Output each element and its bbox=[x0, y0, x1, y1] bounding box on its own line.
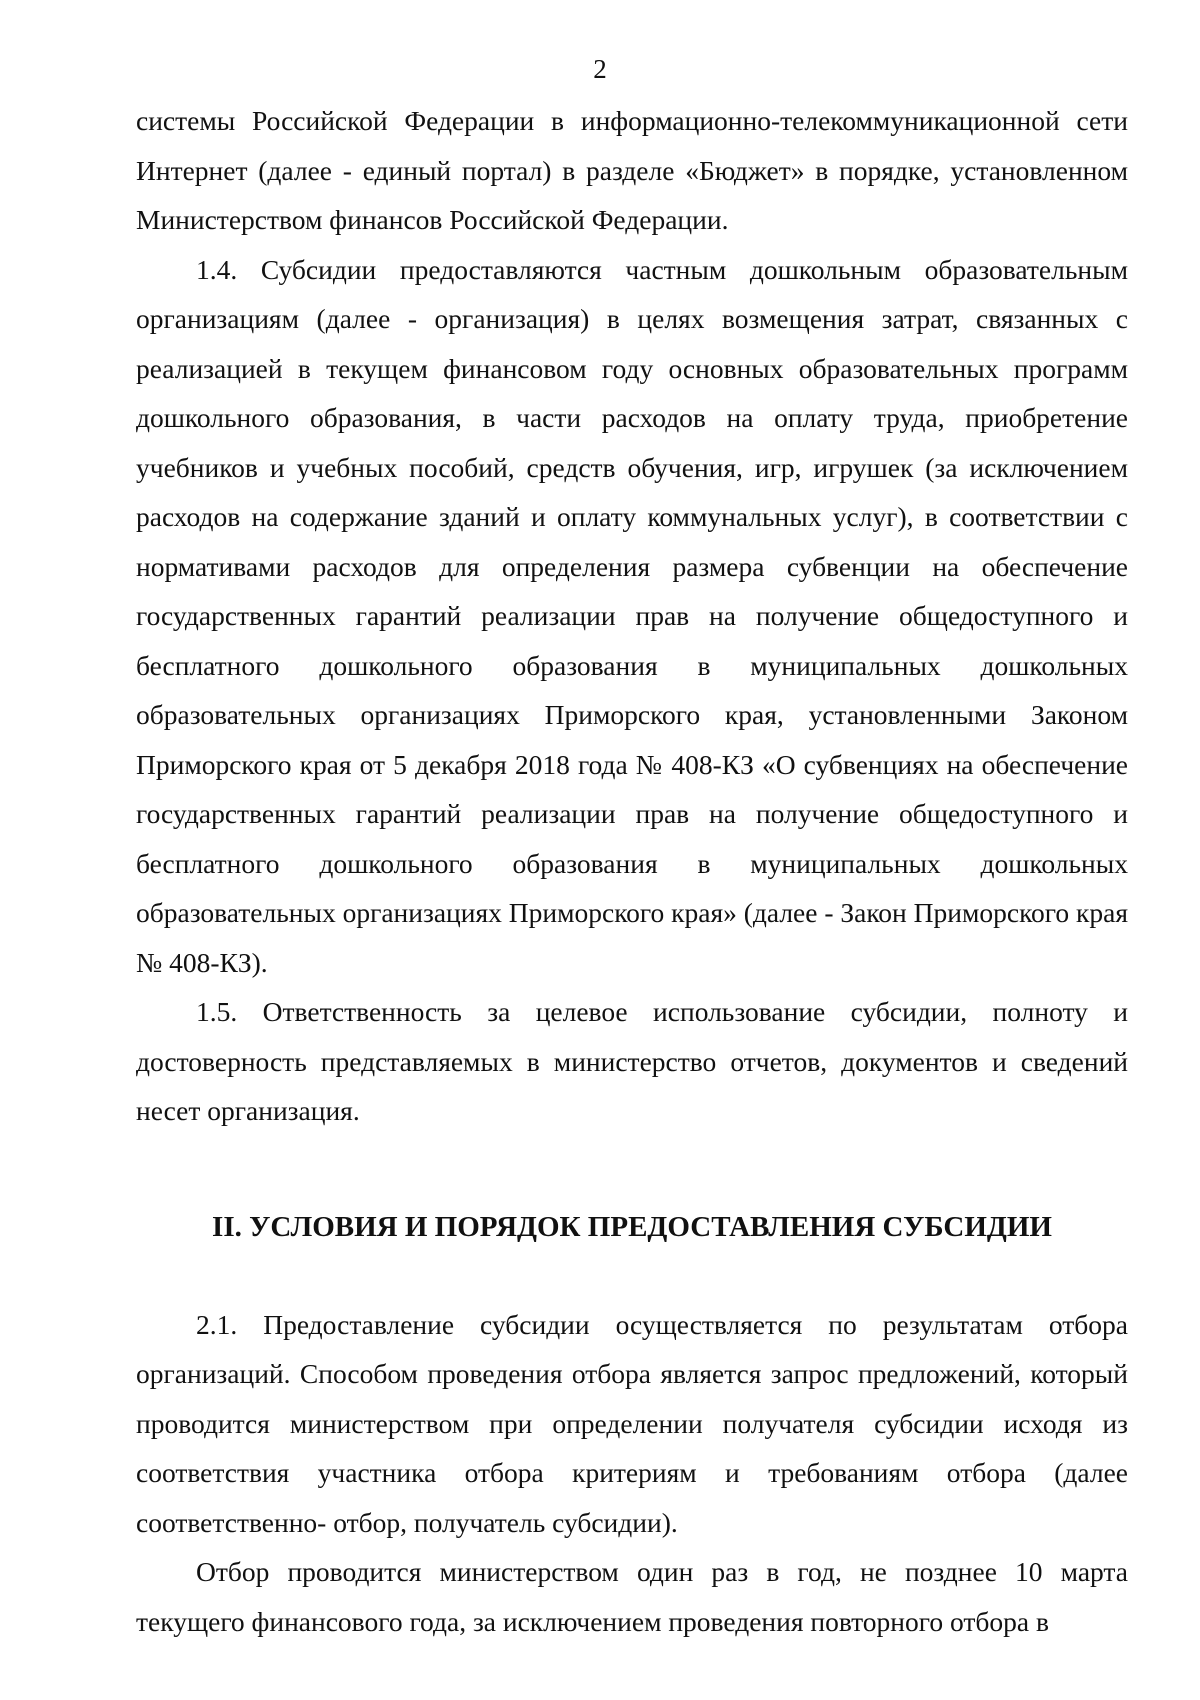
page-number: 2 bbox=[593, 54, 607, 84]
paragraph-1-4: 1.4. Субсидии предоставляются частным дошкольным образовательным организациям (далее - организация) в целях возмещения затрат, связанных с реализацией в текущем финансовом году основных образовательных программ дошкольного образования, в части расходов на оплату труда, приобретение учебников и учебных пособий, средств обучения, игр, игрушек (за исключением расходов на содержание зданий и оплату коммунальных услуг), в соответствии с нормативами расходов для определения размера субвенции на обеспечение государственных гарантий реализации прав на получение общедоступного и бесплатного дошкольного образования в муниципальных дошкольных образовательных организациях Приморского края, установленными Законом Приморского края от 5 декабря 2018 года № 408-КЗ «О субвенциях на обеспечение государственных гарантий реализации прав на получение общедоступного и бесплатного дошкольного образования в муниципальных дошкольных образовательных организациях Приморского края» (далее - Закон Приморского края № 408-КЗ). bbox=[136, 253, 1128, 978]
paragraph-2-1: 2.1. Предоставление субсидии осуществляется по результатам отбора организаций. Способом проведения отбора является запрос предложений, который проводится министерством при определении получателя субсидии исходя из соответствия участника отбора критериям и требованиям отбора (далее соответственно- отбор, получатель субсидии). bbox=[136, 1308, 1128, 1538]
section-heading: II. УСЛОВИЯ И ПОРЯДОК ПРЕДОСТАВЛЕНИЯ СУБСИДИИ bbox=[212, 1210, 1052, 1243]
paragraph-selection-timing: Отбор проводится министерством один раз в год, не позднее 10 марта текущего финансового года, за исключением проведения повторного отбора в bbox=[136, 1556, 1128, 1637]
paragraph-continuation: системы Российской Федерации в информационно-телекоммуникационной сети Интернет (далее - единый портал) в разделе «Бюджет» в порядке, установленном Министерством финансов Российской Федерации. bbox=[136, 105, 1128, 235]
paragraph-1-5: 1.5. Ответственность за целевое использование субсидии, полноту и достоверность представляемых в министерство отчетов, документов и сведений несет организация. bbox=[136, 996, 1128, 1126]
document-body bbox=[136, 96, 1128, 1646]
